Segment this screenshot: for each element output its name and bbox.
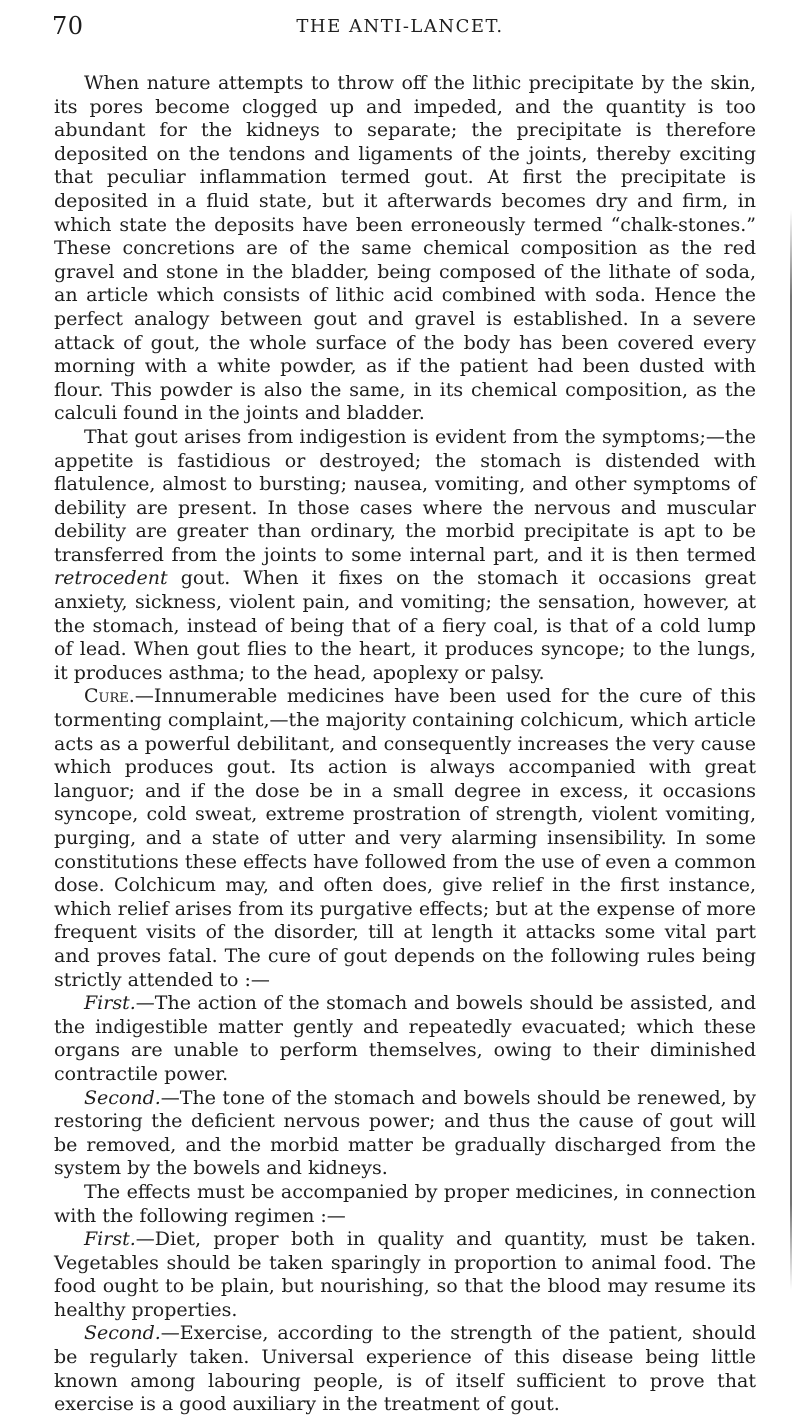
cure-heading: Cure.: [84, 685, 135, 708]
paragraph-indigestion: [54, 426, 756, 686]
paragraph-second-rule: [54, 1087, 756, 1181]
second-rule-label: Second.: [84, 1086, 161, 1109]
paragraph-diet: [54, 1228, 756, 1322]
paragraph-first-rule: [54, 992, 756, 1086]
paragraph-exercise: [54, 1322, 756, 1416]
page-edge-shadow: [790, 210, 792, 1290]
body-text: [54, 72, 756, 1417]
second-rule-text: —The tone of the stomach and bowels should be renewed, by restoring the deficient nervous power; and thus the cause of gout will be removed, and the morbid matter be gradually discharged from the system by the bowels and kidneys.: [54, 1086, 756, 1180]
diet-label: First.: [84, 1228, 136, 1251]
exercise-text: —Exercise, according to the strength of the patient, should be regularly taken. Universal experience of this disease being little known among labouring people, is of itself sufficient to prove that exercise is a good auxiliary in the treatment of gout.: [54, 1322, 756, 1416]
first-rule-label: First.: [84, 992, 136, 1015]
exercise-label: Second.: [84, 1322, 161, 1345]
indigestion-text-start: That gout arises from indigestion is evident from the symptoms;—the appetite is fastidious or destroyed; the stomach is distended with flatulence, almost to bursting; nausea, vomiting, and other symptoms of debility are present. In those cases where the nervous and muscular debility are greater than ordinary, the morbid precipitate is apt to be transferred from the joints to some internal part, and it is then termed: [54, 425, 756, 566]
cure-text: —Innumerable medicines have been used for the cure of this tormenting complaint,—the majority containing colchicum, which article acts as a powerful debilitant, and consequently increases the very cause which produces gout. Its action is always accompanied with great languor; and if the dose be in a small degree in excess, it occasions syncope, cold sweat, extreme prostration of strength, violent vomiting, purging, and a state of utter and very alarming insensibility. In some constitutions these effects have followed from the use of even a common dose. Colchicum may, and often does, give relief in the first instance, which relief arises from its purgative effects; but at the expense of more frequent visits of the disorder, till at length it attacks some vital part and proves fatal. The cure of gout depends on the following rules being strictly attended to :—: [54, 685, 756, 991]
indigestion-text-end: gout. When it fixes on the stomach it occasions great anxiety, sickness, violent pain, and vomiting; the sensation, however, at the stomach, instead of being that of a fiery coal, is that of a cold lump of lead. When gout flies to the heart, it produces syncope; to the lungs, it produces asthma; to the head, apoplexy or palsy.: [54, 567, 756, 684]
diet-text: —Diet, proper both in quality and quantity, must be taken. Vegetables should be taken sparingly in proportion to animal food. The food ought to be plain, but nourishing, so that the blood may resume its healthy properties.: [54, 1228, 756, 1321]
running-title: THE ANTI-LANCET.: [296, 16, 504, 37]
paragraph-cure: [54, 685, 756, 992]
page-number: 70: [52, 12, 84, 40]
paragraph-regimen-intro: The effects must be accompanied by proper medicines, in connection with the following regimen :—: [54, 1180, 756, 1227]
first-rule-text: —The action of the stomach and bowels should be assisted, and the indigestible matter gently and repeatedly evacuated; which these organs are unable to perform themselves, owing to their diminished contractile power.: [54, 992, 756, 1085]
paragraph-lithic-precipitate: When nature attempts to throw off the lithic precipitate by the skin, its pores become clogged up and impeded, and the quantity is too abundant for the kidneys to separate; the precipitate is therefore deposited on the tendons and ligaments of the joints, thereby exciting that peculiar inflammation termed gout. At first the precipitate is deposited in a fluid state, but it afterwards becomes dry and firm, in which state the deposits have been erroneously termed “chalk-stones.” These concretions are of the same chemical composition as the red gravel and stone in the bladder, being composed of the lithate of soda, an article which consists of lithic acid combined with soda. Hence the perfect analogy between gout and gravel is established. In a severe attack of gout, the whole surface of the body has been covered every morning with a white powder, as if the patient had been dusted with flour. This powder is also the same, in its chemical composition, as the calculi found in the joints and bladder.: [54, 72, 756, 425]
page-header: [0, 12, 800, 48]
retrocedent-term: retrocedent: [54, 567, 168, 590]
